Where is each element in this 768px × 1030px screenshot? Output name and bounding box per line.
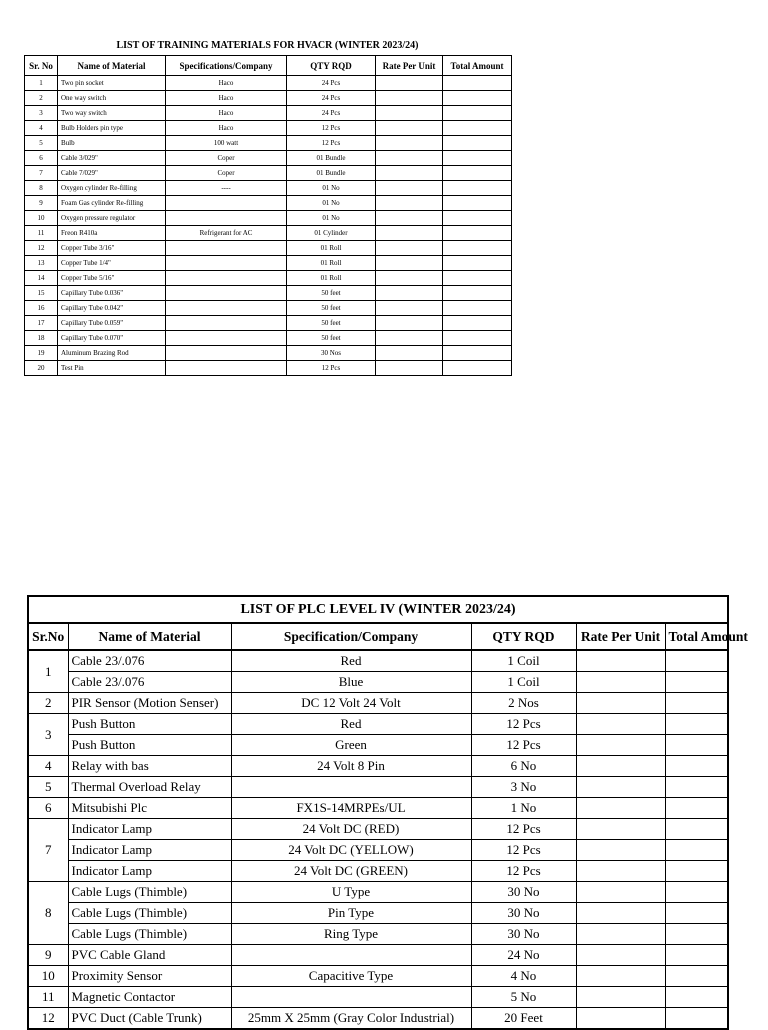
table-row xyxy=(25,361,512,376)
qty-cell: 01 Roll xyxy=(287,271,376,286)
hvacr-materials-sheet xyxy=(24,36,511,376)
specification-cell: Haco xyxy=(166,121,287,136)
total-cell xyxy=(665,1008,728,1030)
material-name-cell: Thermal Overload Relay xyxy=(68,777,231,798)
table-row xyxy=(28,861,728,882)
sr-no-cell: 1 xyxy=(28,650,68,693)
qty-cell: 30 Nos xyxy=(287,346,376,361)
material-name-cell: Copper Tube 1/4" xyxy=(58,256,166,271)
rate-cell xyxy=(376,226,443,241)
sr-no-cell: 11 xyxy=(25,226,58,241)
specification-cell xyxy=(231,987,471,1008)
total-cell xyxy=(443,316,512,331)
rate-cell xyxy=(376,256,443,271)
specification-cell: Haco xyxy=(166,106,287,121)
specification-cell: Pin Type xyxy=(231,903,471,924)
specification-cell: 24 Volt DC (GREEN) xyxy=(231,861,471,882)
sr-no-cell: 4 xyxy=(28,756,68,777)
qty-cell: 50 feet xyxy=(287,316,376,331)
total-cell xyxy=(665,987,728,1008)
specification-cell xyxy=(166,196,287,211)
sr-no-cell: 12 xyxy=(28,1008,68,1030)
total-cell xyxy=(443,271,512,286)
rate-cell xyxy=(576,840,665,861)
material-name-cell: Copper Tube 3/16" xyxy=(58,241,166,256)
total-cell xyxy=(443,256,512,271)
material-name-cell: Bulb Holders pin type xyxy=(58,121,166,136)
sr-no-cell: 5 xyxy=(28,777,68,798)
plc-header-row xyxy=(28,623,728,650)
table-row xyxy=(25,241,512,256)
table-row xyxy=(28,882,728,903)
table-row xyxy=(28,798,728,819)
table-row xyxy=(25,226,512,241)
material-name-cell: PVC Duct (Cable Trunk) xyxy=(68,1008,231,1030)
qty-cell: 12 Pcs xyxy=(287,361,376,376)
material-name-cell: Test Pin xyxy=(58,361,166,376)
rate-cell xyxy=(376,91,443,106)
sr-no-cell: 6 xyxy=(25,151,58,166)
qty-cell: 24 No xyxy=(471,945,576,966)
specification-cell xyxy=(166,361,287,376)
rate-cell xyxy=(376,211,443,226)
hvacr-title: LIST OF TRAINING MATERIALS FOR HVACR (WINTER 2023/24) xyxy=(116,40,419,51)
total-cell xyxy=(665,840,728,861)
rate-cell xyxy=(576,777,665,798)
rate-cell xyxy=(376,286,443,301)
rate-cell xyxy=(576,650,665,672)
sr-no-cell: 3 xyxy=(25,106,58,121)
total-cell xyxy=(443,136,512,151)
table-row xyxy=(25,106,512,121)
qty-cell: 24 Pcs xyxy=(287,91,376,106)
rate-cell xyxy=(576,882,665,903)
table-row xyxy=(28,1008,728,1030)
sr-no-cell: 14 xyxy=(25,271,58,286)
material-name-cell: Indicator Lamp xyxy=(68,840,231,861)
col-header-spec: Specification/Company xyxy=(231,623,471,650)
table-row xyxy=(25,211,512,226)
qty-cell: 01 Cylinder xyxy=(287,226,376,241)
total-cell xyxy=(443,76,512,91)
qty-cell: 24 Pcs xyxy=(287,106,376,121)
qty-cell: 50 feet xyxy=(287,301,376,316)
total-cell xyxy=(443,211,512,226)
specification-cell: Haco xyxy=(166,91,287,106)
rate-cell xyxy=(576,924,665,945)
material-name-cell: Capillary Tube 0.059" xyxy=(58,316,166,331)
table-row xyxy=(28,924,728,945)
table-row xyxy=(25,151,512,166)
sr-no-cell: 6 xyxy=(28,798,68,819)
sr-no-cell: 11 xyxy=(28,987,68,1008)
total-cell xyxy=(443,361,512,376)
specification-cell: DC 12 Volt 24 Volt xyxy=(231,693,471,714)
sr-no-cell: 4 xyxy=(25,121,58,136)
total-cell xyxy=(443,106,512,121)
plc-table-body xyxy=(28,650,728,1029)
table-row xyxy=(28,756,728,777)
total-cell xyxy=(443,181,512,196)
rate-cell xyxy=(376,271,443,286)
material-name-cell: Proximity Sensor xyxy=(68,966,231,987)
qty-cell: 12 Pcs xyxy=(287,121,376,136)
specification-cell xyxy=(166,286,287,301)
material-name-cell: Indicator Lamp xyxy=(68,819,231,840)
total-cell xyxy=(665,924,728,945)
table-row xyxy=(28,714,728,735)
total-cell xyxy=(443,241,512,256)
table-row xyxy=(25,301,512,316)
total-cell xyxy=(665,861,728,882)
material-name-cell: PIR Sensor (Motion Senser) xyxy=(68,693,231,714)
table-row xyxy=(28,650,728,672)
material-name-cell: Bulb xyxy=(58,136,166,151)
qty-cell: 01 Roll xyxy=(287,256,376,271)
specification-cell: 24 Volt 8 Pin xyxy=(231,756,471,777)
total-cell xyxy=(443,226,512,241)
sr-no-cell: 15 xyxy=(25,286,58,301)
table-row xyxy=(25,331,512,346)
specification-cell: Blue xyxy=(231,672,471,693)
col-header-total: Total Amount xyxy=(665,623,728,650)
table-row xyxy=(28,819,728,840)
sr-no-cell: 3 xyxy=(28,714,68,756)
rate-cell xyxy=(376,331,443,346)
specification-cell: Haco xyxy=(166,76,287,91)
rate-cell xyxy=(576,714,665,735)
material-name-cell: Oxygen cylinder Re-filling xyxy=(58,181,166,196)
plc-title-row xyxy=(28,596,728,623)
rate-cell xyxy=(576,945,665,966)
table-row xyxy=(25,346,512,361)
total-cell xyxy=(665,777,728,798)
hvacr-header-row xyxy=(25,56,512,76)
qty-cell: 6 No xyxy=(471,756,576,777)
table-row xyxy=(25,121,512,136)
specification-cell: U Type xyxy=(231,882,471,903)
qty-cell: 5 No xyxy=(471,987,576,1008)
material-name-cell: Oxygen pressure regulator xyxy=(58,211,166,226)
material-name-cell: Aluminum Brazing Rod xyxy=(58,346,166,361)
total-cell xyxy=(443,166,512,181)
specification-cell: 25mm X 25mm (Gray Color Industrial) xyxy=(231,1008,471,1030)
specification-cell: Green xyxy=(231,735,471,756)
table-row xyxy=(25,286,512,301)
qty-cell: 12 Pcs xyxy=(471,861,576,882)
specification-cell: 100 watt xyxy=(166,136,287,151)
material-name-cell: PVC Cable Gland xyxy=(68,945,231,966)
table-row xyxy=(28,945,728,966)
specification-cell: Red xyxy=(231,714,471,735)
total-cell xyxy=(443,121,512,136)
total-cell xyxy=(443,331,512,346)
material-name-cell: Copper Tube 5/16" xyxy=(58,271,166,286)
qty-cell: 01 Bundle xyxy=(287,151,376,166)
specification-cell: FX1S-14MRPEs/UL xyxy=(231,798,471,819)
col-header-name: Name of Material xyxy=(68,623,231,650)
specification-cell: Ring Type xyxy=(231,924,471,945)
specification-cell xyxy=(166,331,287,346)
table-row xyxy=(28,966,728,987)
specification-cell xyxy=(166,271,287,286)
specification-cell xyxy=(166,316,287,331)
rate-cell xyxy=(576,903,665,924)
specification-cell xyxy=(231,777,471,798)
specification-cell: Coper xyxy=(166,151,287,166)
specification-cell xyxy=(166,346,287,361)
table-row xyxy=(28,735,728,756)
specification-cell: ---- xyxy=(166,181,287,196)
qty-cell: 01 No xyxy=(287,196,376,211)
material-name-cell: Two pin socket xyxy=(58,76,166,91)
qty-cell: 01 No xyxy=(287,181,376,196)
rate-cell xyxy=(376,301,443,316)
specification-cell xyxy=(166,256,287,271)
rate-cell xyxy=(376,136,443,151)
total-cell xyxy=(665,966,728,987)
specification-cell xyxy=(166,301,287,316)
specification-cell xyxy=(231,945,471,966)
rate-cell xyxy=(576,756,665,777)
table-row xyxy=(25,181,512,196)
sr-no-cell: 10 xyxy=(28,966,68,987)
material-name-cell: Indicator Lamp xyxy=(68,861,231,882)
specification-cell: 24 Volt DC (YELLOW) xyxy=(231,840,471,861)
qty-cell: 3 No xyxy=(471,777,576,798)
rate-cell xyxy=(376,181,443,196)
sr-no-cell: 10 xyxy=(25,211,58,226)
qty-cell: 30 No xyxy=(471,903,576,924)
material-name-cell: Capillary Tube 0.036" xyxy=(58,286,166,301)
sr-no-cell: 8 xyxy=(28,882,68,945)
rate-cell xyxy=(376,151,443,166)
specification-cell: Red xyxy=(231,650,471,672)
sr-no-cell: 2 xyxy=(28,693,68,714)
sr-no-cell: 7 xyxy=(25,166,58,181)
rate-cell xyxy=(576,819,665,840)
total-cell xyxy=(443,301,512,316)
table-row xyxy=(25,76,512,91)
specification-cell: Capacitive Type xyxy=(231,966,471,987)
rate-cell xyxy=(376,346,443,361)
total-cell xyxy=(665,650,728,672)
rate-cell xyxy=(576,735,665,756)
table-row xyxy=(25,136,512,151)
material-name-cell: Capillary Tube 0.070" xyxy=(58,331,166,346)
qty-cell: 2 Nos xyxy=(471,693,576,714)
rate-cell xyxy=(376,106,443,121)
plc-materials-sheet xyxy=(27,595,748,1030)
total-cell xyxy=(665,819,728,840)
material-name-cell: Push Button xyxy=(68,735,231,756)
plc-title: LIST OF PLC LEVEL IV (WINTER 2023/24) xyxy=(28,596,728,623)
qty-cell: 24 Pcs xyxy=(287,76,376,91)
rate-cell xyxy=(376,121,443,136)
total-cell xyxy=(443,346,512,361)
material-name-cell: Magnetic Contactor xyxy=(68,987,231,1008)
sr-no-cell: 17 xyxy=(25,316,58,331)
total-cell xyxy=(665,735,728,756)
sr-no-cell: 9 xyxy=(28,945,68,966)
qty-cell: 12 Pcs xyxy=(471,840,576,861)
table-row xyxy=(28,672,728,693)
rate-cell xyxy=(576,1008,665,1030)
rate-cell xyxy=(376,196,443,211)
specification-cell: 24 Volt DC (RED) xyxy=(231,819,471,840)
specification-cell xyxy=(166,241,287,256)
hvacr-table xyxy=(24,55,512,376)
sr-no-cell: 13 xyxy=(25,256,58,271)
qty-cell: 30 No xyxy=(471,924,576,945)
rate-cell xyxy=(376,316,443,331)
rate-cell xyxy=(576,693,665,714)
col-header-rate: Rate Per Unit xyxy=(376,56,443,76)
table-row xyxy=(25,166,512,181)
total-cell xyxy=(665,714,728,735)
total-cell xyxy=(443,196,512,211)
rate-cell xyxy=(576,798,665,819)
col-header-qty: QTY RQD xyxy=(287,56,376,76)
qty-cell: 1 Coil xyxy=(471,650,576,672)
material-name-cell: Cable 7/029" xyxy=(58,166,166,181)
material-name-cell: Relay with bas xyxy=(68,756,231,777)
qty-cell: 12 Pcs xyxy=(471,735,576,756)
material-name-cell: Two way switch xyxy=(58,106,166,121)
sr-no-cell: 5 xyxy=(25,136,58,151)
total-cell xyxy=(665,798,728,819)
col-header-rate: Rate Per Unit xyxy=(576,623,665,650)
sr-no-cell: 20 xyxy=(25,361,58,376)
table-row xyxy=(25,316,512,331)
rate-cell xyxy=(376,241,443,256)
qty-cell: 50 feet xyxy=(287,286,376,301)
table-row xyxy=(28,840,728,861)
rate-cell xyxy=(376,76,443,91)
material-name-cell: Cable 23/.076 xyxy=(68,672,231,693)
sr-no-cell: 1 xyxy=(25,76,58,91)
material-name-cell: Cable Lugs (Thimble) xyxy=(68,882,231,903)
specification-cell xyxy=(166,211,287,226)
sr-no-cell: 2 xyxy=(25,91,58,106)
total-cell xyxy=(665,756,728,777)
qty-cell: 20 Feet xyxy=(471,1008,576,1030)
rate-cell xyxy=(576,966,665,987)
table-row xyxy=(28,987,728,1008)
qty-cell: 50 feet xyxy=(287,331,376,346)
total-cell xyxy=(665,693,728,714)
table-row xyxy=(25,196,512,211)
material-name-cell: Push Button xyxy=(68,714,231,735)
sr-no-cell: 16 xyxy=(25,301,58,316)
qty-cell: 1 No xyxy=(471,798,576,819)
specification-cell: Refrigerant for AC xyxy=(166,226,287,241)
material-name-cell: Foam Gas cylinder Re-filling xyxy=(58,196,166,211)
total-cell xyxy=(665,672,728,693)
sr-no-cell: 19 xyxy=(25,346,58,361)
total-cell xyxy=(665,903,728,924)
rate-cell xyxy=(376,361,443,376)
qty-cell: 12 Pcs xyxy=(471,819,576,840)
col-header-qty: QTY RQD xyxy=(471,623,576,650)
material-name-cell: Cable 23/.076 xyxy=(68,650,231,672)
col-header-name: Name of Material xyxy=(58,56,166,76)
material-name-cell: Cable Lugs (Thimble) xyxy=(68,924,231,945)
plc-table xyxy=(27,595,748,1030)
table-row xyxy=(25,91,512,106)
col-header-spec: Specifications/Company xyxy=(166,56,287,76)
qty-cell: 4 No xyxy=(471,966,576,987)
table-row xyxy=(28,903,728,924)
table-row xyxy=(28,777,728,798)
col-header-sr-no: Sr.No xyxy=(28,623,68,650)
total-cell xyxy=(665,945,728,966)
qty-cell: 01 Bundle xyxy=(287,166,376,181)
material-name-cell: Capillary Tube 0.042" xyxy=(58,301,166,316)
qty-cell: 12 Pcs xyxy=(287,136,376,151)
sr-no-cell: 8 xyxy=(25,181,58,196)
total-cell xyxy=(443,91,512,106)
specification-cell: Coper xyxy=(166,166,287,181)
total-cell xyxy=(443,286,512,301)
rate-cell xyxy=(576,672,665,693)
hvacr-table-body xyxy=(25,76,512,376)
sr-no-cell: 18 xyxy=(25,331,58,346)
col-header-total: Total Amount xyxy=(443,56,512,76)
sr-no-cell: 12 xyxy=(25,241,58,256)
qty-cell: 30 No xyxy=(471,882,576,903)
rate-cell xyxy=(576,861,665,882)
material-name-cell: Cable 3/029" xyxy=(58,151,166,166)
qty-cell: 12 Pcs xyxy=(471,714,576,735)
qty-cell: 01 No xyxy=(287,211,376,226)
table-row xyxy=(25,271,512,286)
material-name-cell: Freon R410a xyxy=(58,226,166,241)
table-row xyxy=(28,693,728,714)
material-name-cell: One way switch xyxy=(58,91,166,106)
sr-no-cell: 9 xyxy=(25,196,58,211)
total-cell xyxy=(443,151,512,166)
rate-cell xyxy=(376,166,443,181)
material-name-cell: Mitsubishi Plc xyxy=(68,798,231,819)
table-row xyxy=(25,256,512,271)
rate-cell xyxy=(576,987,665,1008)
sr-no-cell: 7 xyxy=(28,819,68,882)
qty-cell: 1 Coil xyxy=(471,672,576,693)
material-name-cell: Cable Lugs (Thimble) xyxy=(68,903,231,924)
col-header-sr-no: Sr. No xyxy=(25,56,58,76)
qty-cell: 01 Roll xyxy=(287,241,376,256)
total-cell xyxy=(665,882,728,903)
